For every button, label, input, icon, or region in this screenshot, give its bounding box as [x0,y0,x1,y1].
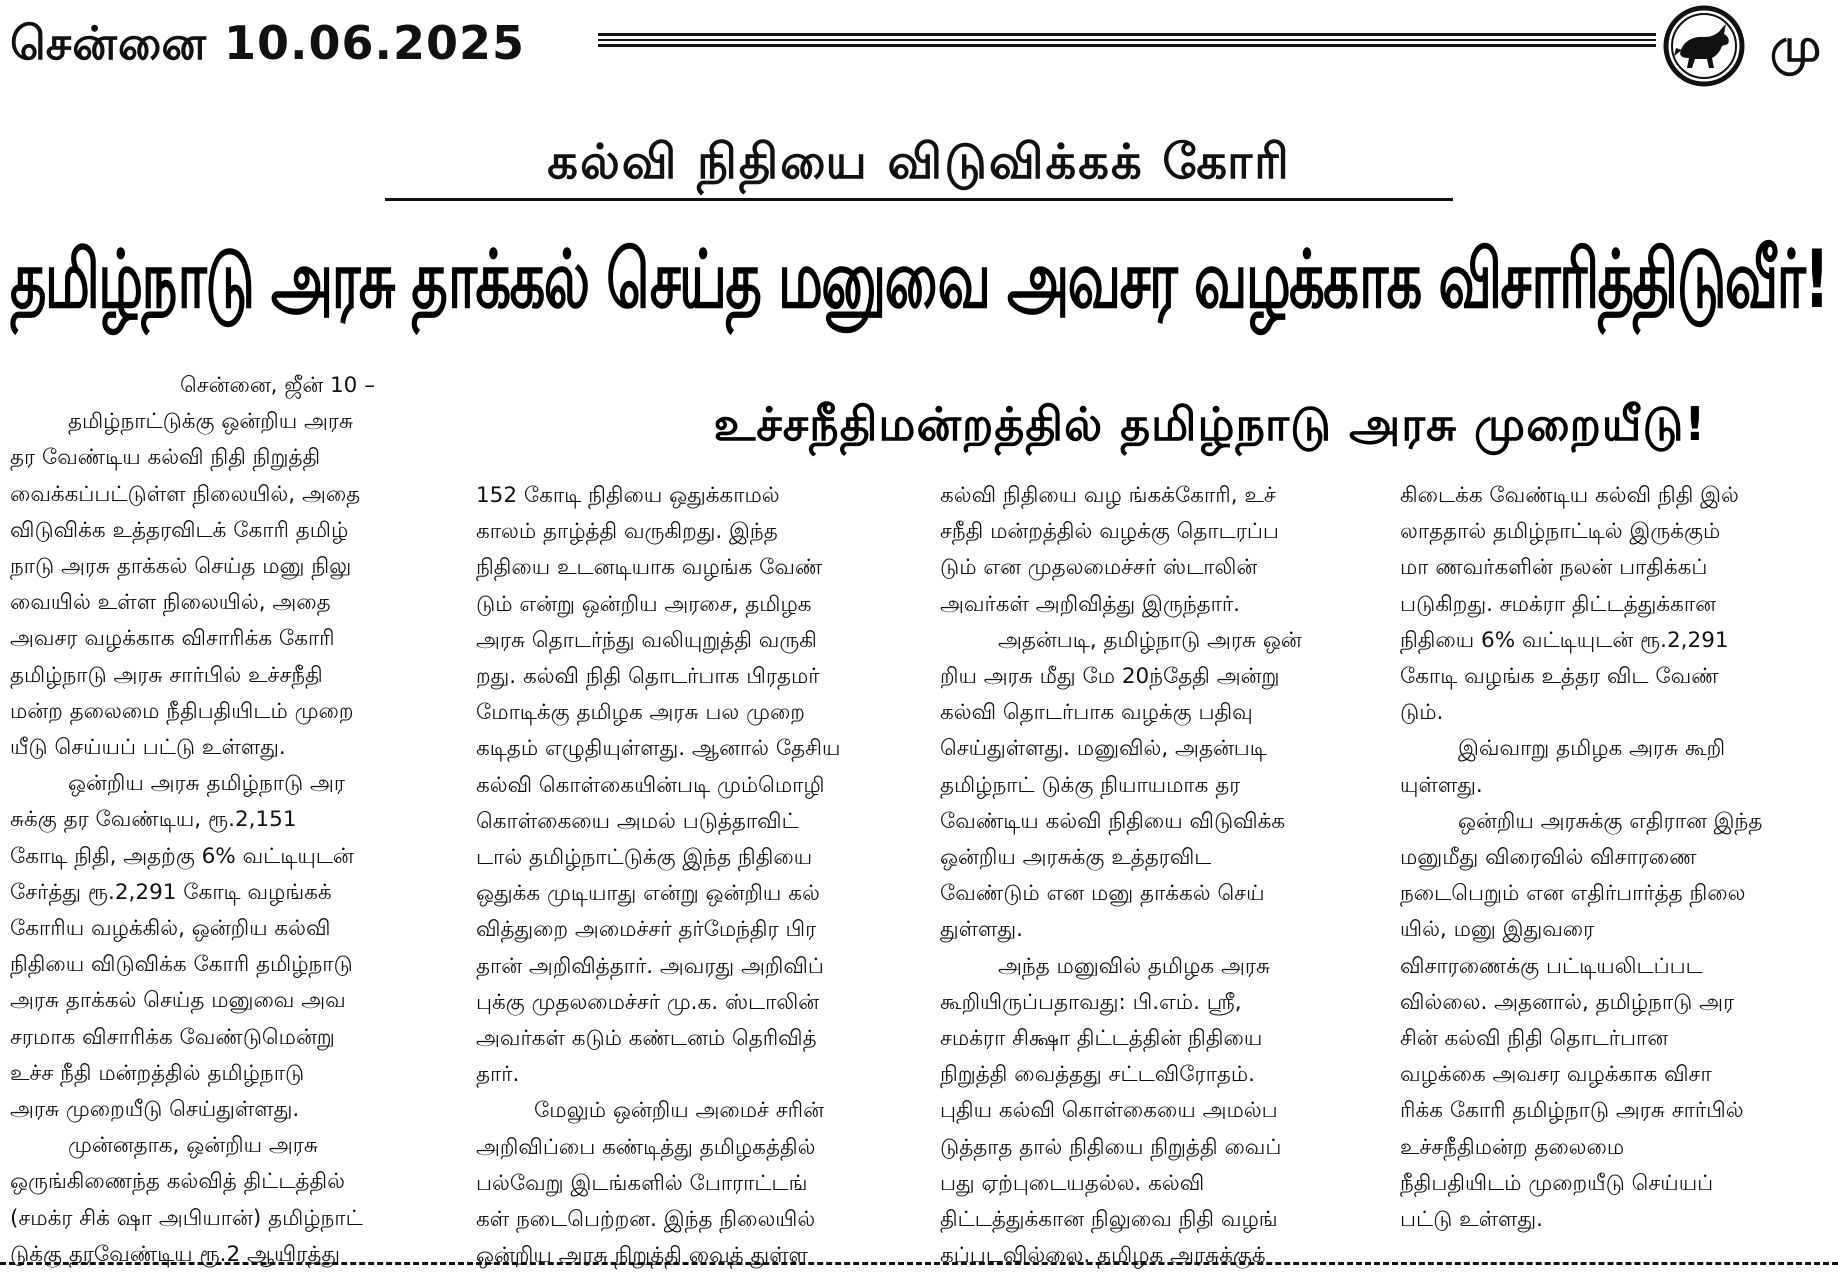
article-text-line: கடிதம் எழுதியுள்ளது. ஆனால் தேசிய [476,736,841,762]
article-text-line: நிறுத்தி வைத்தது சட்டவிரோதம். [940,1062,1255,1088]
article-text-line: கப்படவில்லை. தமிழக அரசுக்குக் [940,1243,1266,1269]
article-text-line: தான் அறிவித்தார். அவரது அறிவிப் [476,953,824,979]
article-text-line: நிதியை விடுவிக்க கோரி தமிழ்நாடு [10,952,353,978]
article-text-line: யில், மனு இதுவரை [1400,917,1595,943]
article-text-line: ஒன்றிய அரசுக்கு உத்தரவிட [940,845,1212,871]
article-text-line: அவர்கள் கடும் கண்டனம் தெரிவித் [476,1026,817,1052]
article-text-line: நடைபெறும் என எதிர்பார்த்த நிலை [1400,881,1746,907]
article-text-line: வேண்டிய கல்வி நிதியை விடுவிக்க [940,808,1286,834]
article-text-line: அவர்கள் அறிவித்து இருந்தார். [940,591,1240,617]
article-column-4 [1400,478,1836,1238]
article-text-line: பது ஏற்புடையதல்ல. கல்வி [940,1170,1205,1196]
article-column-3 [940,478,1376,1274]
article-text-line: 152 கோடி நிதியை ஒதுக்காமல் [476,483,780,508]
article-text-line: நீதிபதியிடம் முறையீடு செய்யப் [1400,1170,1714,1196]
article-text-line: கல்வி நிதியை வழ ங்கக்கோரி, உச் [940,483,1276,508]
article-headline: தமிழ்நாடு அரசு தாக்கல் செய்த மனுவை அவசர வழக்காக விசாரித்திடுவீர்! [10,234,1828,327]
article-text-line: புக்கு முதலமைச்சர் மு.க. ஸ்டாலின் [476,989,820,1015]
column-1-lines [10,404,452,1273]
article-text-line: காலம் தாழ்த்தி வருகிறது. இந்த [476,519,778,545]
article-text-line: லாததால் தமிழ்நாட்டில் இருக்கும் [1400,519,1721,545]
article-text-line: கோரிய வழக்கில், ஒன்றிய கல்வி [10,916,331,942]
article-text-line: கொள்கையை அமல் படுத்தாவிட் [476,808,799,834]
kicker-underline [385,198,1453,201]
article-text-line: ஒன்றிய அரசு தமிழ்நாடு அர [68,771,346,797]
article-text-line: நிதியை 6% வட்டியுடன் ரூ.2,291 [1400,627,1729,653]
bull-logo-icon [1662,4,1746,88]
article-text-line: கள் நடைபெற்றன. இந்த நிலையில் [476,1207,816,1233]
article-text-line: அந்த மனுவில் தமிழக அரசு [998,953,1270,979]
article-text-line: றது. கல்வி நிதி தொடர்பாக பிரதமர் [476,664,820,690]
article-text-line: விசாரணைக்கு பட்டியலிடப்பட [1400,953,1703,979]
article-text-line: சேர்த்து ரூ.2,291 கோடி வழங்கக் [10,879,332,905]
article-text-line: டால் தமிழ்நாட்டுக்கு இந்த நிதியை [476,845,813,871]
article-text-line: வேண்டும் என மனு தாக்கல் செய் [940,881,1265,907]
article-text-line: கூறியிருப்பதாவது: பி.எம். ஸ்ரீ, [940,989,1242,1015]
masthead-rule [598,33,1656,47]
article-text-line: தமிழ்நாட் டுக்கு நியாயமாக தர [940,772,1241,798]
article-text-line: உச்சநீதிமன்ற தலைமை [1400,1134,1625,1160]
article-text-line: றிய அரசு மீது மே 20ந்தேதி அன்று [940,664,1280,690]
article-text-line: சின் கல்வி நிதி தொடர்பான [1400,1026,1669,1052]
article-column-2 [476,478,932,1274]
article-text-line: சநீதி மன்றத்தில் வழக்கு தொடரப்ப [940,519,1279,545]
article-text-line: திட்டத்துக்கான நிலுவை நிதி வழங் [940,1207,1278,1233]
article-text-line: அதன்படி, தமிழ்நாடு அரசு ஒன் [998,627,1302,653]
article-text-line: முன்னதாக, ஒன்றிய அரசு [68,1133,318,1159]
article-text-line: வழக்கை அவசர வழக்காக விசா [1400,1062,1712,1088]
article-text-line: டும் என முதலமைச்சர் ஸ்டாலின் [940,555,1258,581]
article-text-line: ஒன்றிய அரசுக்கு எதிரான இந்த [1458,808,1763,834]
article-text-line: புதிய கல்வி கொள்கையை அமல்ப [940,1098,1278,1124]
article-column-1 [10,368,452,1273]
article-text-line: அவசர வழக்காக விசாரிக்க கோரி [10,626,335,652]
article-kicker: கல்வி நிதியை விடுவிக்கக் கோரி [547,134,1291,190]
article-text-line: அரசு தொடர்ந்து வலியுறுத்தி வருகி [476,627,817,653]
masthead-date: சென்னை 10.06.2025 [10,16,526,70]
article-text-line: பல்வேறு இடங்களில் போராட்டங் [476,1170,808,1196]
article-text-line: மோடிக்கு தமிழக அரசு பல முறை [476,700,805,726]
article-text-line: கிடைக்க வேண்டிய கல்வி நிதி இல் [1400,483,1739,508]
article-text-line: சமக்ரா சிக்ஷா திட்டத்தின் நிதியை [940,1026,1263,1052]
article-text-line: அரசு தாக்கல் செய்த மனுவை அவ [10,988,346,1014]
article-text-line: தமிழ்நாட்டுக்கு ஒன்றிய அரசு [68,409,354,435]
article-text-line: ஒன்றிய அரசு நிறுத்தி வைத் துள்ள [476,1243,808,1269]
article-text-line: கல்வி கொள்கையின்படி மும்மொழி [476,772,825,798]
article-text-line: டும் என்று ஒன்றிய அரசை, தமிழக [476,591,812,617]
article-text-line: விடுவிக்க உத்தரவிடக் கோரி தமிழ் [10,517,349,543]
article-text-line: நிதியை உடனடியாக வழங்க வேண் [476,555,823,581]
article-text-line: டுக்கு தரவேண்டிய ரூ.2 ஆயிரத்து [10,1241,340,1267]
article-text-line: யீடு செய்யப் பட்டு உள்ளது. [10,735,286,761]
article-dateline: சென்னை, ஜீன் 10 – [180,373,375,398]
article-text-line: கோடி வழங்க உத்தர விட வேண் [1400,664,1719,690]
article-text-line: கோடி நிதி, அதற்கு 6% வட்டியுடன் [10,843,354,869]
article-text-line: செய்துள்ளது. மனுவில், அதன்படி [940,736,1267,762]
article-text-line: தர வேண்டிய கல்வி நிதி நிறுத்தி [10,445,321,471]
article-text-line: படுகிறது. சமக்ரா திட்டத்துக்கான [1400,591,1716,617]
masthead [0,0,1838,96]
article-text-line: அரசு முறையீடு செய்துள்ளது. [10,1097,300,1123]
article-text-line: மேலும் ஒன்றிய அமைச் சரின் [534,1098,824,1124]
article-text-line: இவ்வாறு தமிழக அரசு கூறி [1458,736,1726,762]
article-text-line: தார். [476,1062,520,1088]
column-2-lines [476,478,932,1274]
article-text-line: வில்லை. அதனால், தமிழ்நாடு அர [1400,989,1735,1015]
article-text-line: வைக்கப்பட்டுள்ள நிலையில், அதை [10,481,361,507]
article-text-line: உச்ச நீதி மன்றத்தில் தமிழ்நாடு [10,1060,305,1086]
article-text-line: டுத்தாத தால் நிதியை நிறுத்தி வைப் [940,1134,1282,1160]
article-text-line: கல்வி தொடர்பாக வழக்கு பதிவு [940,700,1253,726]
article-text-line: மா ணவர்களின் நலன் பாதிக்கப் [1400,555,1708,581]
article-text-line: ஒருங்கிணைந்த கல்வித் திட்டத்தில் [10,1169,345,1195]
article-subhead: உச்சநீதிமன்றத்தில் தமிழ்நாடு அரசு முறையீடு! [713,397,1707,451]
column-3-lines [940,478,1376,1274]
bottom-dashed-rule [0,1262,1838,1265]
article-text-line: டும். [1400,700,1444,726]
article-text-line: நாடு அரசு தாக்கல் செய்த மனு நிலு [10,554,352,580]
article-text-line: யுள்ளது. [1400,772,1483,798]
article-text-line: துள்ளது. [940,917,1023,943]
masthead-name: மு [1770,18,1822,72]
article-text-line: வையில் உள்ள நிலையில், அதை [10,590,331,616]
article-text-line: சரமாக விசாரிக்க வேண்டுமென்று [10,1024,335,1050]
article-text-line: மன்ற தலைமை நீதிபதியிடம் முறை [10,698,354,724]
article-text-line: சுக்கு தர வேண்டிய, ரூ.2,151 [10,807,297,833]
article-text-line: அறிவிப்பை கண்டித்து தமிழகத்தில் [476,1134,816,1160]
article-text-line: தமிழ்நாடு அரசு சார்பில் உச்சநீதி [10,662,323,688]
article-text-line: ரிக்க கோரி தமிழ்நாடு அரசு சார்பில் [1400,1098,1744,1124]
article-text-line: (சமக்ர சிக் ஷா அபியான்) தமிழ்நாட் [10,1205,363,1231]
article-text-line: மனுமீது விரைவில் விசாரணை [1400,845,1697,871]
article-text-line: பட்டு உள்ளது. [1400,1207,1543,1233]
article-text-line: ஒதுக்க முடியாது என்று ஒன்றிய கல் [476,881,820,907]
column-4-lines [1400,478,1836,1238]
article-text-line: வித்துறை அமைச்சர் தர்மேந்திர பிர [476,917,817,943]
